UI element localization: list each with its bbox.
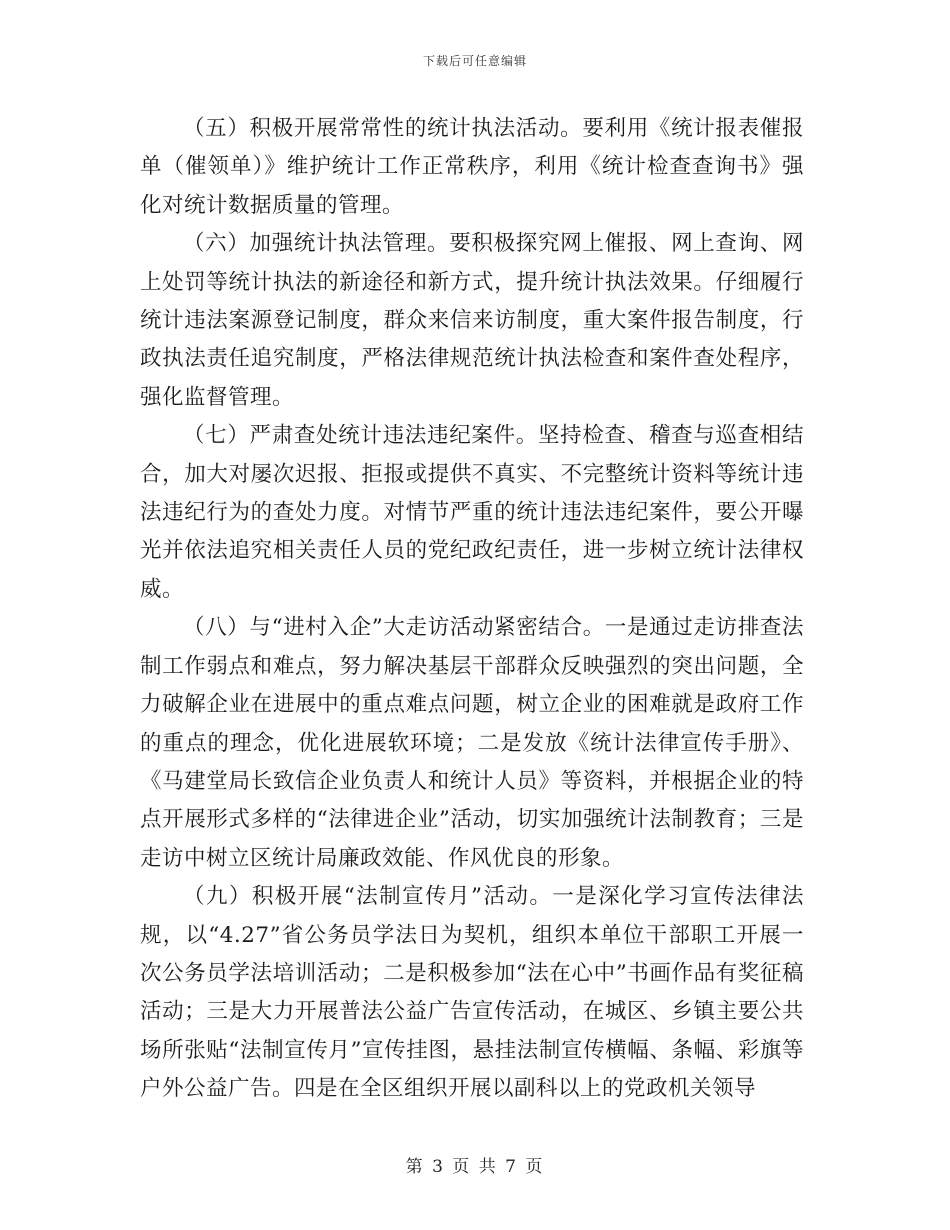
paragraph-5: （五）积极开展常常性的统计执法活动。要利用《统计报表催报单（催领单）》维护统计工作正常秩序，利用《统计检查查询书》强化对统计数据质量的管理。 [140,116,804,218]
paragraph-8: （八）与“进村入企”大走访活动紧密结合。一是通过走访排查法制工作弱点和难点，努力解决基层干部群众反映强烈的突出问题，全力破解企业在进展中的重点难点问题，树立企业的困难就是政府工作的重点的理念，优化进展软环境；二是发放《统计法律宣传手册》、《马建堂局长致信企业负责人和统计人员》等资料，并根据企业的特点开展形式多样的“法律进企业”活动，切实加强统计法制教育；三是走访中树立区统计局廉政效能、作风优良的形象。 [140,615,804,871]
page-header: 下载后可任意编辑 [422,54,527,68]
document-body [140,110,804,1109]
paragraph-7: （七）严肃查处统计违法违纪案件。坚持检查、稽查与巡查相结合，加大对屡次迟报、拒报或提供不真实、不完整统计资料等统计违法违纪行为的查处力度。对情节严重的统计违法违纪案件，要公开曝光并依法追究相关责任人员的党纪政纪责任，进一步树立统计法律权威。 [140,423,804,602]
paragraph-9: （九）积极开展“法制宣传月”活动。一是深化学习宣传法律法规，以“4.27”省公务员学法日为契机，组织本单位干部职工开展一次公务员学法培训活动；二是积极参加“法在心中”书画作品有奖征稿活动；三是大力开展普法公益广告宣传活动，在城区、乡镇主要公共场所张贴“法制宣传月”宣传挂图，悬挂法制宣传横幅、条幅、彩旗等户外公益广告。四是在全区组织开展以副科以上的党政机关领导 [140,884,804,1102]
page-footer: 第 3 页 共 7 页 [405,1157,545,1177]
paragraph-6: （六）加强统计执法管理。要积极探究网上催报、网上查询、网上处罚等统计执法的新途径和新方式，提升统计执法效果。仔细履行统计违法案源登记制度，群众来信来访制度，重大案件报告制度，行政执法责任追究制度，严格法律规范统计执法检查和案件查处程序，强化监督管理。 [140,231,804,410]
